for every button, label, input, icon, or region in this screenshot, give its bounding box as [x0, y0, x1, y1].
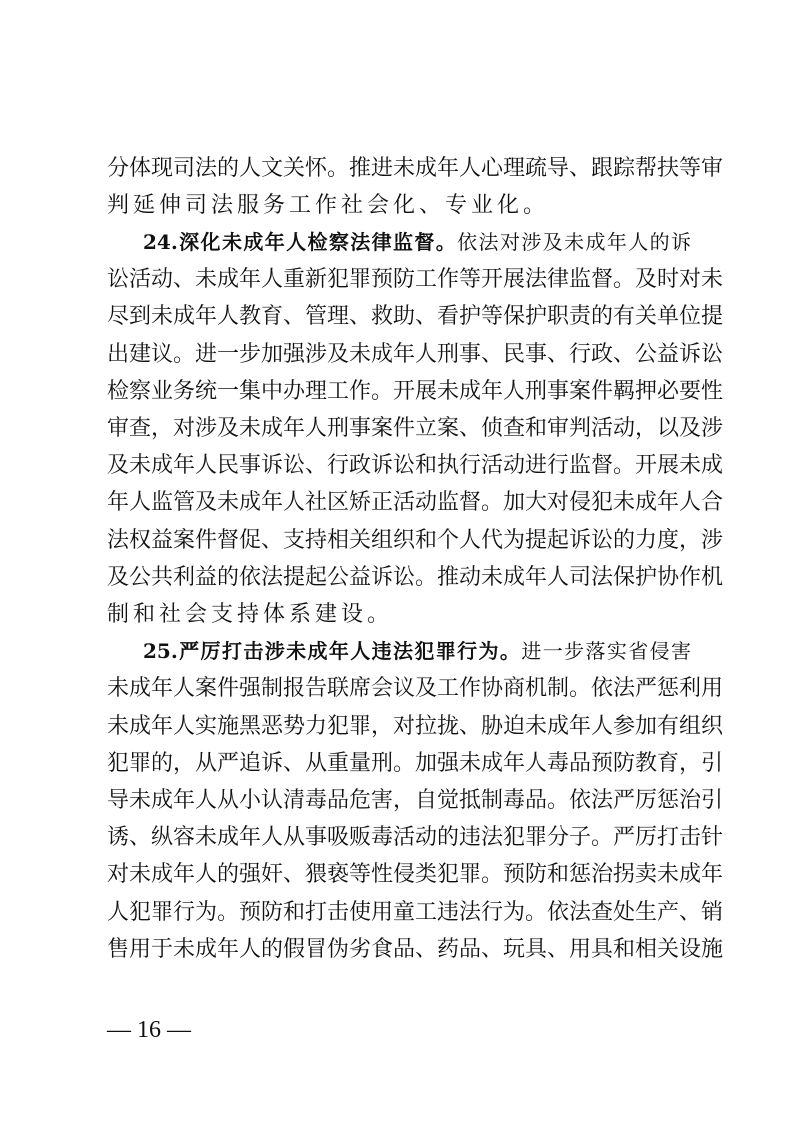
section-25-title: 25.严厉打击涉未成年人违法犯罪行为。	[143, 639, 522, 663]
text-line: 判延伸司法服务工作社会化、专业化。	[107, 193, 550, 218]
text-line: 及公共利益的依法提起公益诉讼。推动未成年人司法保护协作机	[107, 565, 724, 590]
text-line: 分体现司法的人文关怀。推进未成年人心理疏导、跟踪帮扶等审	[107, 156, 724, 181]
section-24-title: 24.深化未成年人检察法律监督。	[143, 230, 458, 254]
text-line: 讼活动、未成年人重新犯罪预防工作等开展法律监督。及时对未	[107, 267, 724, 292]
text-line: 法权益案件督促、支持相关组织和个人代为提起诉讼的力度，涉	[107, 528, 724, 553]
section-24-heading-line	[143, 224, 691, 261]
text-line: 导未成年人从小认清毒品危害，自觉抵制毒品。依法严厉惩治引	[107, 788, 724, 813]
text-line: 及未成年人民事诉讼、行政诉讼和执行活动进行监督。开展未成	[107, 453, 724, 478]
page-number: — 16 —	[107, 1017, 191, 1043]
text-line: 出建议。进一步加强涉及未成年人刑事、民事、行政、公益诉讼	[107, 342, 724, 367]
text-line: 年人监管及未成年人社区矫正活动监督。加大对侵犯未成年人合	[107, 490, 724, 515]
text-line: 审查，对涉及未成年人刑事案件立案、侦查和审判活动，以及涉	[107, 416, 724, 441]
text-line: 售用于未成年人的假冒伪劣食品、药品、玩具、用具和相关设施	[107, 937, 724, 962]
section-25-heading-line	[143, 633, 691, 670]
text-line: 尽到未成年人教育、管理、救助、看护等保护职责的有关单位提	[107, 304, 724, 329]
text-line: 未成年人案件强制报告联席会议及工作协商机制。依法严惩利用	[107, 676, 724, 701]
text-line: 检察业务统一集中办理工作。开展未成年人刑事案件羁押必要性	[107, 379, 724, 404]
text-line: 对未成年人的强奸、猥亵等性侵类犯罪。预防和惩治拐卖未成年	[107, 862, 724, 887]
text-line: 制和社会支持体系建设。	[107, 602, 394, 627]
text-line: 犯罪的，从严追诉、从重量刑。加强未成年人毒品预防教育，引	[107, 751, 724, 776]
text-line: 未成年人实施黑恶势力犯罪，对拉拢、胁迫未成年人参加有组织	[107, 714, 724, 739]
text-line: 人犯罪行为。预防和打击使用童工违法行为。依法查处生产、销	[107, 900, 724, 925]
text-line: 诱、纵容未成年人从事吸贩毒活动的违法犯罪分子。严厉打击针	[107, 825, 724, 850]
text-span: 依法对涉及未成年人的诉	[457, 230, 692, 254]
text-span: 进一步落实省侵害	[521, 639, 692, 663]
